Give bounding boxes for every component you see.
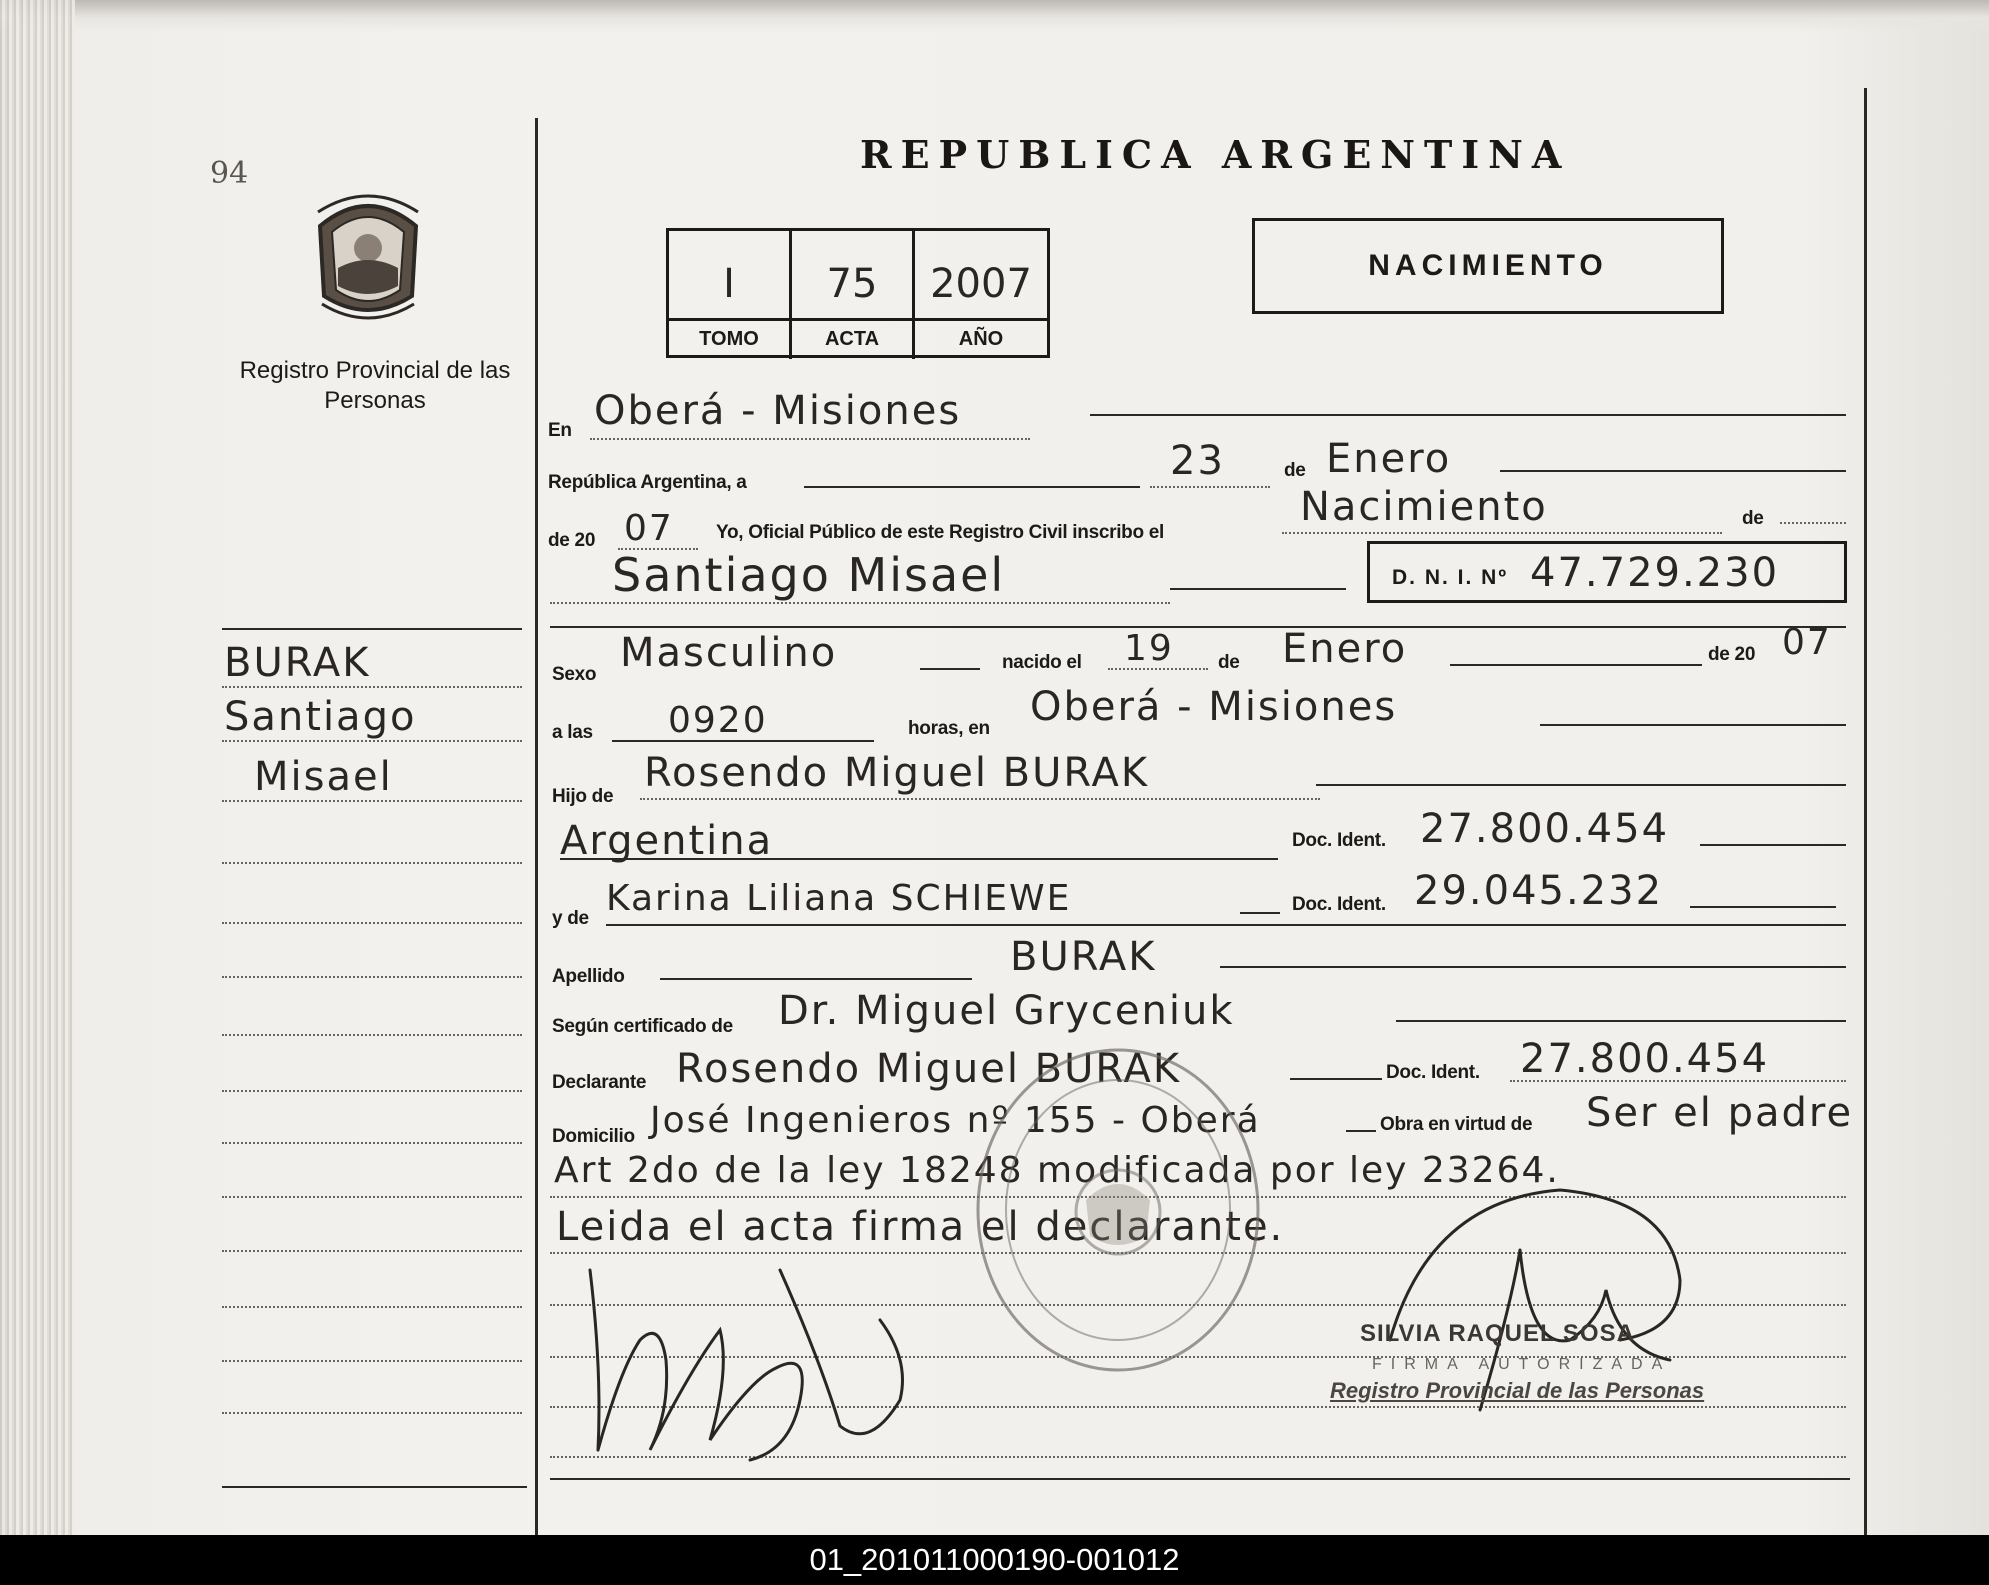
declarante-doc-value: 27.800.454 bbox=[1520, 1036, 1770, 1082]
en-line bbox=[590, 438, 1030, 440]
margin-dotted-line bbox=[222, 1196, 522, 1198]
margin-dotted-line bbox=[222, 800, 522, 802]
day-value: 23 bbox=[1170, 438, 1225, 484]
margin-middle-name: Misael bbox=[254, 754, 393, 800]
birth-place-value: Oberá - Misiones bbox=[1030, 684, 1398, 730]
mother-doc-line bbox=[1690, 906, 1836, 908]
apellido-value: BURAK bbox=[1010, 934, 1157, 980]
apellido-line-right bbox=[1220, 966, 1846, 968]
official-stamp-name: SILVIA RAQUEL SOSA bbox=[1360, 1320, 1635, 1347]
child-name-line bbox=[550, 602, 1170, 604]
margin-dotted-line bbox=[222, 1306, 522, 1308]
sexo-label: Sexo bbox=[552, 664, 597, 685]
section-rule bbox=[550, 626, 1846, 628]
en-label: En bbox=[548, 420, 572, 441]
mother-underline bbox=[606, 924, 1846, 926]
margin-dotted-line bbox=[222, 1142, 522, 1144]
anio-value: 2007 bbox=[930, 261, 1032, 307]
dni-label: D. N. I. Nº bbox=[1392, 566, 1509, 589]
official-stamp-organization: Registro Provincial de las Personas bbox=[1330, 1378, 1705, 1403]
note-line-2: Leida el acta firma el declarante. bbox=[556, 1204, 1285, 1250]
note-line-1: Art 2do de la ley 18248 modificada por ley 23264. bbox=[554, 1150, 1560, 1191]
nacido-label: nacido el bbox=[1002, 652, 1082, 673]
month-line bbox=[1500, 470, 1846, 472]
margin-dotted-line bbox=[222, 1360, 522, 1362]
de-label: de bbox=[1284, 460, 1306, 481]
margin-dotted-line bbox=[222, 1090, 522, 1092]
official-stamp-role: FIRMA AUTORIZADA bbox=[1372, 1356, 1672, 1373]
declarante-line bbox=[1290, 1078, 1382, 1080]
mother-doc-value: 29.045.232 bbox=[1414, 868, 1664, 914]
dni-value: 47.729.230 bbox=[1530, 550, 1780, 596]
republica-line bbox=[804, 486, 1140, 488]
hour-line bbox=[612, 740, 874, 742]
tomo-label: TOMO bbox=[669, 318, 789, 359]
obra-label: Obra en virtud de bbox=[1380, 1114, 1533, 1135]
tomo-value: I bbox=[723, 261, 735, 307]
birth-month-line bbox=[1450, 664, 1702, 666]
declarante-label: Declarante bbox=[552, 1072, 647, 1093]
day-line bbox=[1150, 486, 1270, 488]
birth-day-line bbox=[1108, 668, 1208, 670]
tomo-cell bbox=[669, 231, 792, 359]
page-top-shadow bbox=[0, 0, 1989, 32]
record-id-table bbox=[666, 228, 1050, 358]
document-title: REPUBLICA ARGENTINA bbox=[860, 132, 1571, 177]
margin-dotted-line bbox=[222, 686, 522, 688]
republica-label: República Argentina, a bbox=[548, 472, 747, 493]
margin-first-name: Santiago bbox=[224, 694, 417, 740]
doc-label: Doc. Ident. bbox=[1292, 830, 1386, 851]
de-label-2: de bbox=[1742, 508, 1764, 529]
child-name-line-right bbox=[1170, 588, 1346, 590]
anio-cell bbox=[915, 231, 1047, 359]
de20-label: de 20 bbox=[548, 530, 596, 551]
acto-value: Nacimiento bbox=[1300, 484, 1548, 530]
page-number: 94 bbox=[210, 156, 249, 191]
acta-cell bbox=[792, 231, 915, 359]
declarant-signature-icon bbox=[580, 1250, 1000, 1480]
margin-dotted-line bbox=[222, 976, 522, 978]
acto-line bbox=[1282, 532, 1722, 534]
provincial-crest-icon bbox=[308, 186, 428, 326]
de-label-3: de bbox=[1218, 652, 1240, 673]
horas-label: horas, en bbox=[908, 718, 990, 739]
margin-dotted-line bbox=[222, 1034, 522, 1036]
doc-label-2: Doc. Ident. bbox=[1292, 894, 1386, 915]
en-line-right bbox=[1090, 414, 1846, 416]
nationality-line bbox=[560, 858, 1278, 860]
apellido-label: Apellido bbox=[552, 966, 625, 987]
sexo-line bbox=[920, 668, 980, 670]
birth-day-value: 19 bbox=[1124, 628, 1174, 669]
margin-dotted-line bbox=[222, 922, 522, 924]
father-line-right bbox=[1316, 784, 1846, 786]
mother-line bbox=[1240, 912, 1280, 914]
margin-dotted-line bbox=[222, 1250, 522, 1252]
birth-place-line bbox=[1540, 724, 1846, 726]
doctor-value: Dr. Miguel Gryceniuk bbox=[778, 988, 1235, 1034]
domicilio-label: Domicilio bbox=[552, 1126, 635, 1147]
doctor-line bbox=[1396, 1020, 1846, 1022]
father-doc-value: 27.800.454 bbox=[1420, 806, 1670, 852]
file-id-footer: 01_201011000190-001012 bbox=[0, 1535, 1989, 1585]
margin-dotted-line bbox=[222, 740, 522, 742]
birth-month-value: Enero bbox=[1282, 626, 1408, 672]
margin-dotted-line bbox=[222, 862, 522, 864]
doc-label-3: Doc. Ident. bbox=[1386, 1062, 1480, 1083]
sexo-value: Masculino bbox=[620, 630, 838, 676]
apellido-line-left bbox=[660, 978, 972, 980]
acta-label: ACTA bbox=[792, 318, 912, 359]
child-name-value: Santiago Misael bbox=[612, 548, 1006, 602]
hijo-label: Hijo de bbox=[552, 786, 614, 807]
birth-year-value: 07 bbox=[1782, 622, 1832, 663]
father-nationality-value: Argentina bbox=[560, 818, 774, 864]
declarante-value: Rosendo Miguel BURAK bbox=[676, 1046, 1182, 1092]
acto-line-right bbox=[1780, 522, 1846, 524]
father-line bbox=[640, 798, 1320, 800]
certificado-label: Según certificado de bbox=[552, 1016, 733, 1037]
right-border-rule bbox=[1864, 88, 1867, 1535]
domicilio-line bbox=[1346, 1130, 1376, 1132]
anio-label: AÑO bbox=[915, 318, 1047, 359]
father-doc-line bbox=[1700, 844, 1846, 846]
month-value: Enero bbox=[1326, 436, 1452, 482]
father-value: Rosendo Miguel BURAK bbox=[644, 750, 1150, 796]
record-type-box: NACIMIENTO bbox=[1252, 218, 1724, 314]
margin-bottom-rule bbox=[222, 1486, 527, 1488]
dni-box bbox=[1367, 541, 1847, 603]
margin-dotted-line bbox=[222, 1412, 522, 1414]
book-page-edges bbox=[0, 0, 75, 1535]
margin-surname: BURAK bbox=[224, 640, 371, 686]
de20-label-2: de 20 bbox=[1708, 644, 1756, 665]
yde-label: y de bbox=[552, 908, 589, 929]
mother-value: Karina Liliana SCHIEWE bbox=[606, 878, 1072, 919]
year-suffix-value: 07 bbox=[624, 508, 674, 549]
left-column-rule bbox=[535, 118, 538, 1535]
alas-label: a las bbox=[552, 722, 593, 743]
registry-name: Registro Provincial de las Personas bbox=[239, 357, 511, 414]
acta-value: 75 bbox=[826, 261, 878, 307]
declarante-doc-line bbox=[1510, 1080, 1846, 1082]
official-seal-icon bbox=[968, 1040, 1268, 1380]
en-value: Oberá - Misiones bbox=[594, 388, 962, 434]
hour-value: 0920 bbox=[668, 700, 768, 741]
yo-label: Yo, Oficial Público de este Registro Civil inscribo el bbox=[716, 522, 1165, 543]
domicilio-value: José Ingenieros nº 155 - Oberá bbox=[650, 1100, 1261, 1141]
obra-value: Ser el padre bbox=[1586, 1090, 1854, 1136]
margin-top-rule bbox=[222, 628, 522, 630]
